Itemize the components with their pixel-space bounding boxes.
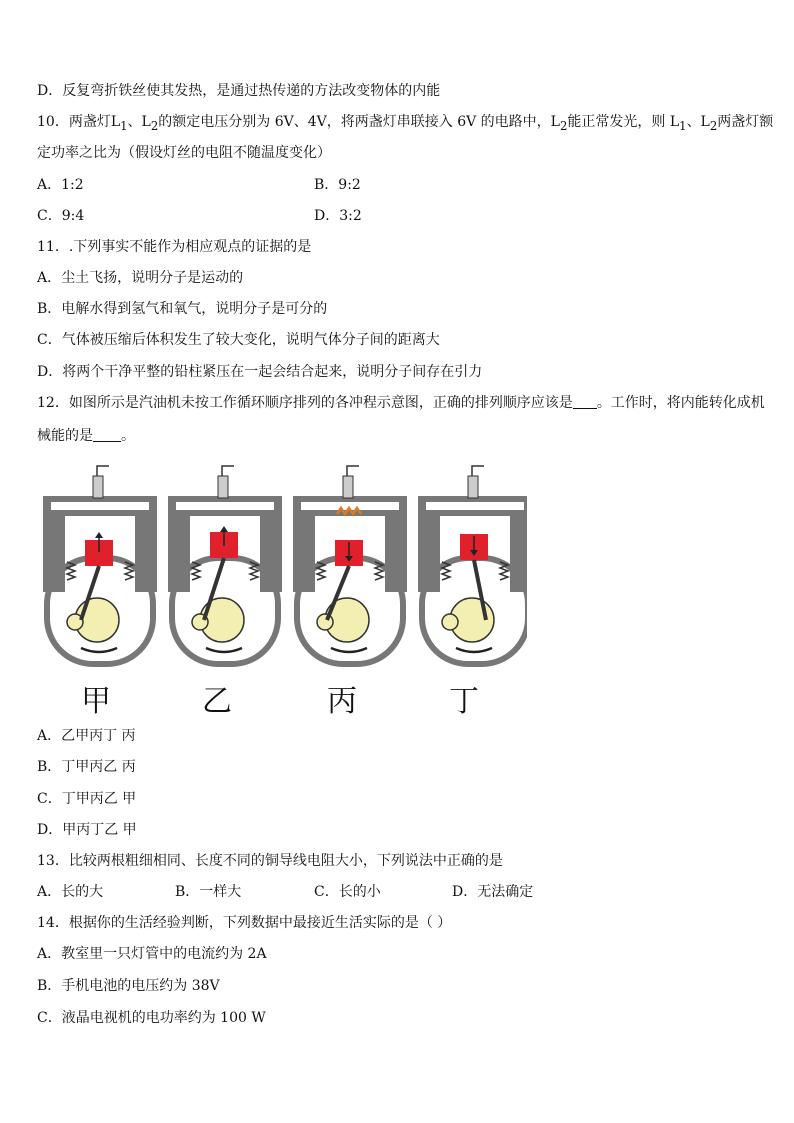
label-ding: 丁 (449, 684, 479, 719)
q10-option-d: D．3:2 (314, 208, 362, 224)
engine-bing (293, 466, 407, 664)
q11-option-d: D．将两个干净平整的铅柱紧压在一起会结合起来，说明分子间存在引力 (37, 364, 483, 380)
q10-sub1: 1 (120, 118, 128, 133)
q14-option-b: B．手机电池的电压约为 38V (37, 978, 220, 994)
q10-option-a: A．1:2 (37, 177, 84, 193)
q12-option-d: D．甲丙丁乙 甲 (37, 822, 137, 838)
q9-option-d: D．反复弯折铁丝使其发热，是通过热传递的方法改变物体的内能 (37, 83, 441, 99)
q11-option-c: C．气体被压缩后体积发生了较大变化，说明气体分子间的距离大 (37, 332, 440, 348)
q13-option-d: D．无法确定 (452, 884, 534, 900)
q12-blank-1 (573, 394, 597, 409)
q12-stem-b: 。工作时，将内能转化成机 (596, 395, 765, 411)
q10-stem-a: 10．两盏灯L (37, 114, 121, 130)
label-jia: 甲 (81, 684, 111, 719)
q11-stem: 11．.下列事实不能作为相应观点的证据的是 (37, 239, 312, 255)
q12-stem-a: 12．如图所示是汽油机未按工作循环顺序排列的各冲程示意图，正确的排列顺序应该是 (37, 395, 573, 411)
q14-stem: 14．根据你的生活经验判断，下列数据中最接近生活实际的是（ ） (37, 915, 452, 931)
q13-stem: 13．比较两根粗细相同、长度不同的铜导线电阻大小，下列说法中正确的是 (37, 853, 503, 869)
q11-option-a: A．尘土飞扬，说明分子是运动的 (37, 270, 244, 286)
q10-option-c: C．9:4 (37, 208, 85, 224)
q10-stem (37, 112, 773, 136)
engine-diagrams (37, 462, 527, 672)
q12-stem-line2 (37, 426, 135, 446)
q12-option-b: B．丁甲丙乙 丙 (37, 759, 136, 775)
q12-stem (37, 393, 765, 413)
q10-sub5: 2 (709, 118, 718, 133)
engine-yi (168, 466, 282, 664)
q10-stem-d: 能正常发光，则 L (567, 114, 680, 130)
q13-option-b: B．一样大 (175, 884, 242, 900)
q12-stem-line2-text: 械能的是 (37, 428, 93, 444)
q10-stem-f: 两盏灯额 (717, 114, 774, 130)
label-yi: 乙 (202, 684, 232, 719)
q13-option-a: A．长的大 (37, 884, 104, 900)
q14-option-c: C．液晶电视机的电功率约为 100 W (37, 1010, 266, 1026)
q12-stem-line2-end: 。 (121, 428, 135, 444)
q12-option-a: A．乙甲丙丁 丙 (37, 728, 136, 744)
engine-jia (43, 466, 157, 664)
engine-ding (418, 466, 527, 664)
q12-blank-2 (93, 427, 121, 442)
q10-sub2: 2 (150, 118, 159, 133)
q10-stem-e: 、L (686, 114, 710, 130)
q10-sub4: 1 (679, 118, 687, 133)
q10-sub3: 2 (559, 118, 568, 133)
q10-stem-c: 的额定电压分别为 6V、4V，将两盏灯串联接入 6V 的电路中，L (158, 114, 560, 130)
q10-option-b: B．9:2 (314, 177, 361, 193)
engine-strokes-figure (37, 462, 527, 719)
q10-stem-line2: 定功率之比为（假设灯丝的电阻不随温度变化） (37, 145, 331, 161)
q13-option-c: C．长的小 (314, 884, 381, 900)
label-bing: 丙 (327, 684, 357, 719)
q10-stem-b: 、L (127, 114, 151, 130)
q11-option-b: B．电解水得到氢气和氧气，说明分子是可分的 (37, 301, 328, 317)
q12-option-c: C．丁甲丙乙 甲 (37, 791, 137, 807)
q14-option-a: A．教室里一只灯管中的电流约为 2A (37, 946, 267, 962)
